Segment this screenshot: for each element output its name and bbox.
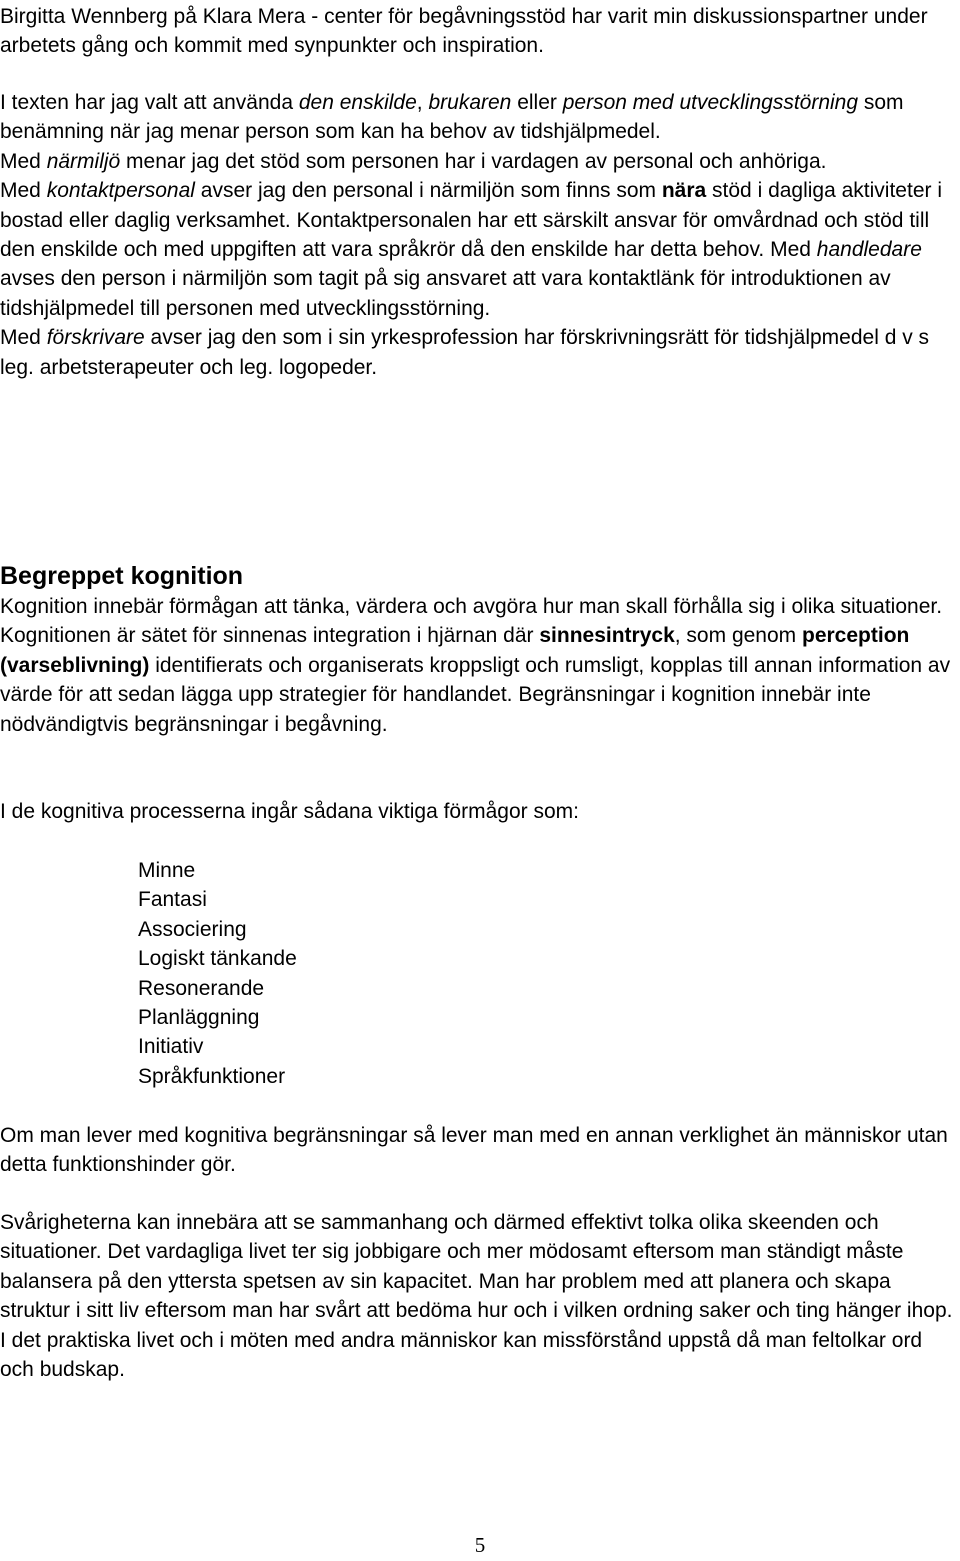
terms-paragraph-forskrivare: Med förskrivare avser jag den som i sin yrkesprofession har förskrivningsrätt för tidshjälpmedel d v s leg. arbetsterapeuter och leg. logopeder.: [0, 326, 930, 379]
terms-paragraph-kontaktpersonal: Med kontaktpersonal avser jag den personal i närmiljön som finns som nära stöd i dagliga aktiviteter i bostad eller daglig verksamhet. Kontaktpersonalen har ett särskilt ansvar för omvårdnad och stöd till den enskilde och med uppgiften att vara språkrör då den enskilde har detta behov. Med handledare avses den person i närmiljön som tagit på sig ansvaret att vara kontaktlänk för introduktionen av tidshjälpmedel till personen med utvecklingsstörning.: [0, 179, 942, 320]
abilities-intro: I de kognitiva processerna ingår sådana viktiga förmågor som:: [0, 800, 579, 823]
list-item: Initiativ: [138, 1035, 204, 1059]
list-item: Logiskt tänkande: [138, 947, 297, 971]
reality-paragraph: Om man lever med kognitiva begränsningar så lever man med en annan verklighet än människor utan detta funktionshinder gör.: [0, 1124, 948, 1177]
terms-paragraph-narmiljo: Med närmiljö menar jag det stöd som personen har i vardagen av personal och anhöriga.: [0, 149, 827, 173]
list-item: Språkfunktioner: [138, 1064, 286, 1088]
list-item: Resonerande: [138, 976, 265, 1000]
cognition-definition-paragraph: Kognition innebär förmågan att tänka, värdera och avgöra hur man skall förhålla sig i olika situationer. Kognitionen är sätet för sinnenas integration i hjärnan där sinnesintryck, som genom perception (varseblivning) identifierats och organiserats kroppsligt och rumsligt, kopplas till annan information av värde för att sedan lägga upp strategier för handlandet. Begränsningar i kognition innebär inte nödvändigtvis begränsningar i begåvning.: [0, 595, 951, 736]
list-item: Associering: [138, 917, 247, 941]
page-number: 5: [474, 1533, 486, 1557]
terms-paragraph-person: I texten har jag valt att använda den enskilde, brukaren eller person med utvecklingsstörning som benämning när jag menar person som kan ha behov av tidshjälpmedel.: [0, 91, 904, 144]
abilities-list: [138, 856, 297, 1091]
list-item: Planläggning: [138, 1006, 260, 1030]
difficulties-paragraph: Svårigheterna kan innebära att se sammanhang och därmed effektivt tolka olika skeenden och situationer. Det vardagliga livet ter sig jobbigare och mer mödosamt eftersom man ständigt måste balansera på den yttersta spetsen av sin kapacitet. Man har problem med att planera och skapa struktur i sitt liv eftersom man har svårt att bedöma hur och i vilken ordning saker och ting hänger ihop. I det praktiska livet och i möten med andra människor kan missförstånd uppstå då man feltolkar ord och budskap.: [0, 1211, 953, 1382]
list-item: Fantasi: [138, 888, 207, 912]
list-item: Minne: [138, 859, 196, 882]
section-heading: Begreppet kognition: [0, 562, 244, 590]
acknowledgement-paragraph: Birgitta Wennberg på Klara Mera - center för begåvningsstöd har varit min diskussionspartner under arbetets gång och kommit med synpunkter och inspiration.: [0, 5, 928, 58]
terminology-section: [0, 88, 958, 382]
